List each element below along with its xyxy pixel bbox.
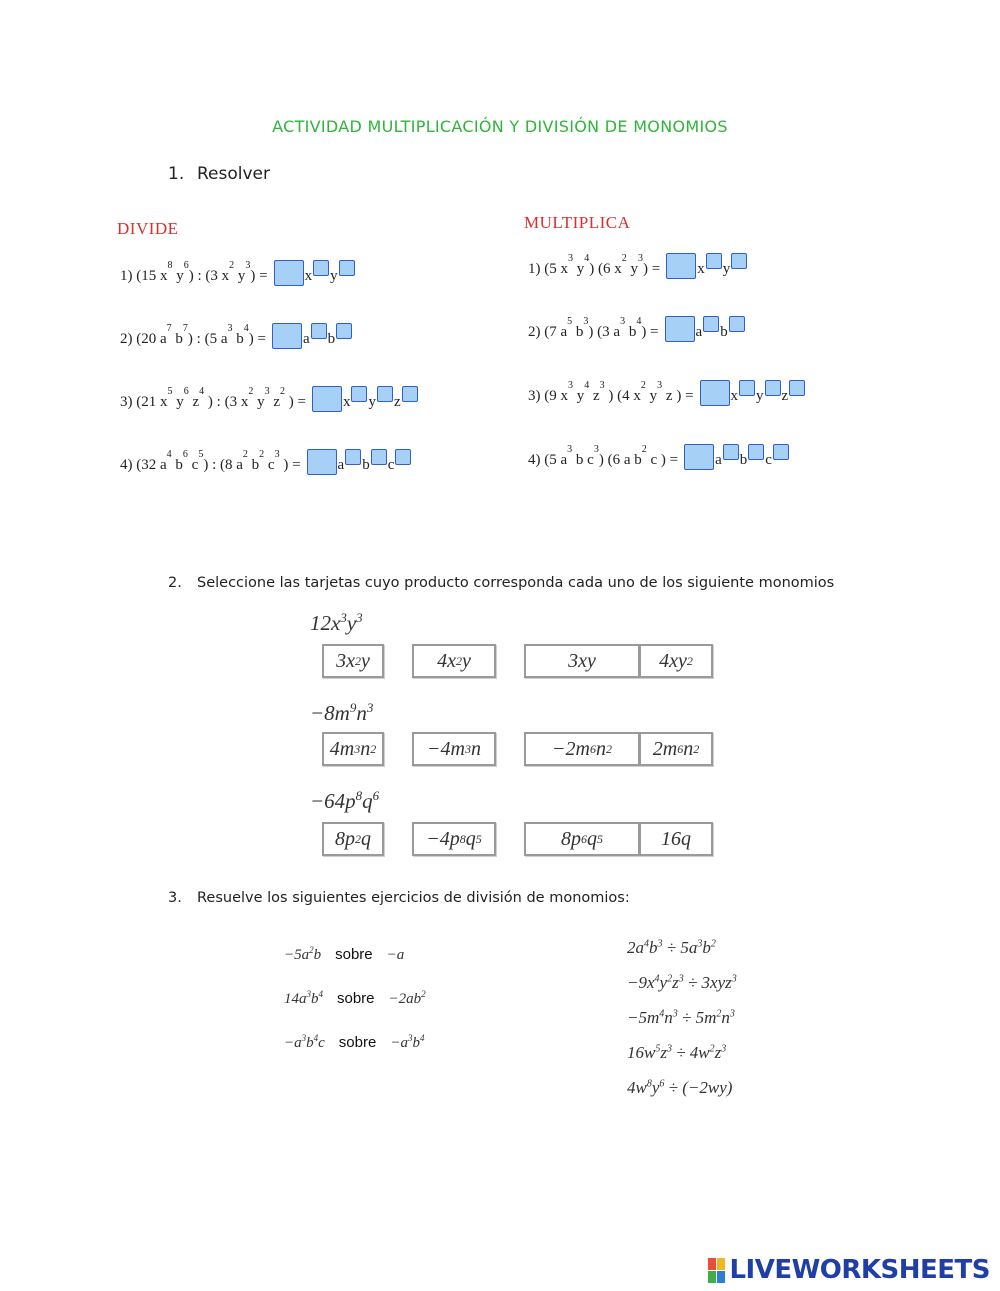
card-2-3[interactable]: −2m 6 n 2 (524, 732, 640, 766)
sobre-row-2 (284, 989, 426, 1008)
multiply-exercise-2-exponent-b-input[interactable] (729, 316, 745, 332)
liveworksheets-logo-icon (708, 1258, 725, 1283)
divide-exercise-3-var-z: z (393, 394, 401, 410)
question-3-label: Resuelve los siguientes ejercicios de división de monomios: (197, 890, 630, 906)
multiply-exercise-1-coefficient-input[interactable] (666, 253, 696, 279)
division-exercise-2: $-9x^4y^2z^3 \div 3xyz^3$ (627, 973, 737, 992)
logo-square-1 (708, 1258, 716, 1270)
multiply-exercise-3-expression: 3) (9 $x^3$ $y^4$ $z^3$ ) (4 $x^2$ $y^3$ z ) = (528, 380, 694, 404)
divide-exercise-3-var-y: y (368, 394, 376, 410)
question-1-label: Resolver (197, 164, 270, 184)
multiply-exercise-2-exponent-a-input[interactable] (703, 316, 719, 332)
logo-square-3 (708, 1271, 716, 1283)
divide-exercise-4-expression: 4) (32 $a^4$ $b^6$ $c^5$) : (8 $a^2$ $b^2$ $c^3$ ) = (120, 449, 301, 473)
card-3-4[interactable]: 16q (639, 822, 713, 856)
divide-exercise-2 (120, 315, 353, 349)
multiply-exercise-4-var-a: a (715, 452, 722, 468)
multiply-exercise-3-var-y: y (756, 388, 764, 404)
worksheet-title: ACTIVIDAD MULTIPLICACIÓN Y DIVISIÓN DE MONOMIOS (272, 117, 728, 136)
division-exercise-5: $4w^8y^6 \div (-2wy)$ (627, 1078, 733, 1097)
sobre-row-1-dividend: $-5a^2b$ (284, 945, 322, 963)
multiply-exercise-2-coefficient-input[interactable] (665, 316, 695, 342)
multiply-exercise-4 (528, 436, 790, 470)
divide-heading: DIVIDE (117, 219, 179, 238)
multiply-exercise-4-var-c: c (765, 452, 772, 468)
multiply-exercise-4-exponent-b-input[interactable] (748, 444, 764, 460)
divide-exercise-3-expression: 3) (21 $x^5$ $y^6$ $z^4$ ) : (3 $x^2$ $y^3$ $z^2$ ) = (120, 386, 306, 410)
card-2-2[interactable]: −4m 3 n (412, 732, 496, 766)
liveworksheets-logo[interactable] (708, 1256, 990, 1284)
divide-exercise-1-exponent-y-input[interactable] (339, 260, 355, 276)
multiply-exercise-4-exponent-a-input[interactable] (723, 444, 739, 460)
multiply-exercise-4-exponent-c-input[interactable] (773, 444, 789, 460)
divide-exercise-4-exponent-b-input[interactable] (371, 449, 387, 465)
divide-exercise-2-exponent-b-input[interactable] (336, 323, 352, 339)
divide-exercise-4-var-b: b (362, 457, 370, 473)
divide-exercise-2-var-b: b (327, 331, 336, 347)
card-2-1[interactable]: 4m 3 n 2 (322, 732, 384, 766)
divide-exercise-4-exponent-a-input[interactable] (345, 449, 361, 465)
sobre-row-3 (284, 1033, 424, 1052)
divide-exercise-3-exponent-y-input[interactable] (377, 386, 393, 402)
multiply-exercise-1-var-y: y (722, 261, 731, 277)
multiply-exercise-1-exponent-x-input[interactable] (706, 253, 722, 269)
card-3-3[interactable]: 8p 6 q 5 (524, 822, 640, 856)
divide-exercise-1-coefficient-input[interactable] (274, 260, 304, 286)
card-1-2[interactable]: 4x 2 y (412, 644, 496, 678)
multiply-exercise-3-exponent-z-input[interactable] (789, 380, 805, 396)
multiply-exercise-1-exponent-y-input[interactable] (731, 253, 747, 269)
card-1-3[interactable]: 3xy (524, 644, 640, 678)
division-exercise-1: $2a^4b^3 \div 5a^3b^2$ (627, 938, 716, 957)
sobre-row-1-sobre-word: sobre (335, 946, 373, 963)
multiply-exercise-2-var-a: a (695, 324, 703, 340)
multiply-exercise-4-var-b: b (739, 452, 748, 468)
multiply-exercise-1-expression: 1) (5 $x^3$ $y^4$) (6 $x^2$ $y^3$) = (528, 253, 661, 277)
multiply-exercise-3-var-x: x (730, 388, 739, 404)
divide-exercise-2-expression: 2) (20 $a^7$ $b^7$) : (5 $a^3$ $b^4$) = (120, 323, 266, 347)
multiply-exercise-4-expression: 4) (5 $a^3$ b $c^3$) (6 a $b^2$ c ) = (528, 444, 679, 468)
divide-exercise-1-var-x: x (304, 268, 313, 284)
question-1-number: 1. (168, 164, 185, 184)
divide-exercise-4-exponent-c-input[interactable] (395, 449, 411, 465)
multiply-exercise-2-var-b: b (720, 324, 728, 340)
multiply-exercise-1-var-x: x (697, 261, 705, 277)
multiply-exercise-3 (528, 372, 806, 406)
divide-exercise-4 (120, 441, 412, 475)
sobre-row-1-divisor: −a (386, 947, 405, 963)
multiply-exercise-3-exponent-y-input[interactable] (765, 380, 781, 396)
target-monomial-3: $-64p^8q^6$ (310, 788, 380, 813)
multiply-exercise-3-coefficient-input[interactable] (700, 380, 730, 406)
divide-exercise-1 (120, 252, 356, 286)
question-2-number: 2. (168, 575, 182, 591)
question-3-number: 3. (168, 890, 182, 906)
sobre-row-1 (284, 945, 404, 964)
sobre-row-2-dividend: $14a^3b^4$ (284, 989, 323, 1007)
division-exercise-4: $16w^5z^3 \div 4w^2z^3$ (627, 1043, 727, 1062)
divide-exercise-2-coefficient-input[interactable] (272, 323, 302, 349)
multiply-exercise-4-coefficient-input[interactable] (684, 444, 714, 470)
divide-exercise-4-var-a: a (337, 457, 345, 473)
target-monomial-2: $-8m^9n^3$ (310, 700, 374, 725)
logo-square-2 (717, 1258, 725, 1270)
multiply-exercise-3-exponent-x-input[interactable] (739, 380, 755, 396)
question-2-label: Seleccione las tarjetas cuyo producto corresponda cada uno de los siguiente monomios (197, 575, 835, 591)
divide-exercise-3-exponent-z-input[interactable] (402, 386, 418, 402)
card-3-2[interactable]: −4p 8 q 5 (412, 822, 496, 856)
target-monomial-1: $12x^3y^3$ (310, 610, 363, 635)
divide-exercise-3 (120, 378, 419, 412)
card-2-4[interactable]: 2m 6 n 2 (639, 732, 713, 766)
divide-exercise-3-exponent-x-input[interactable] (351, 386, 367, 402)
card-1-4[interactable]: 4xy 2 (639, 644, 713, 678)
divide-exercise-2-var-a: a (302, 331, 310, 347)
card-3-1[interactable]: 8p 2 q (322, 822, 384, 856)
sobre-row-3-dividend: $-a^3b^4c$ (284, 1033, 325, 1051)
multiply-exercise-2-expression: 2) (7 $a^5$ $b^3$) (3 $a^3$ $b^4$) = (528, 316, 659, 340)
multiply-exercise-3-var-z: z (781, 388, 789, 404)
divide-exercise-2-exponent-a-input[interactable] (311, 323, 327, 339)
sobre-row-2-divisor: $-2ab^2$ (388, 989, 426, 1007)
sobre-row-3-divisor: $-a^3b^4$ (390, 1033, 425, 1051)
divide-exercise-3-var-x: x (342, 394, 351, 410)
sobre-row-3-sobre-word: sobre (338, 1034, 377, 1051)
divide-exercise-1-expression: 1) (15 $x^8$ $y^6$) : (3 $x^2$ $y^3$) = (120, 260, 268, 284)
card-1-1[interactable]: 3x 2 y (322, 644, 384, 678)
multiply-heading: MULTIPLICA (524, 213, 631, 232)
sobre-row-2-sobre-word: sobre (337, 990, 375, 1007)
division-exercise-3: $-5m^4n^3 \div 5m^2n^3$ (627, 1008, 735, 1027)
multiply-exercise-2 (528, 308, 746, 342)
divide-exercise-3-coefficient-input[interactable] (312, 386, 342, 412)
multiply-exercise-1 (528, 245, 748, 279)
divide-exercise-1-var-y: y (330, 268, 338, 284)
liveworksheets-brand: LIVEWORKSHEETS (729, 1255, 990, 1285)
divide-exercise-4-coefficient-input[interactable] (307, 449, 337, 475)
divide-exercise-1-exponent-x-input[interactable] (313, 260, 329, 276)
logo-square-4 (717, 1271, 725, 1283)
divide-exercise-4-var-c: c (387, 457, 395, 473)
